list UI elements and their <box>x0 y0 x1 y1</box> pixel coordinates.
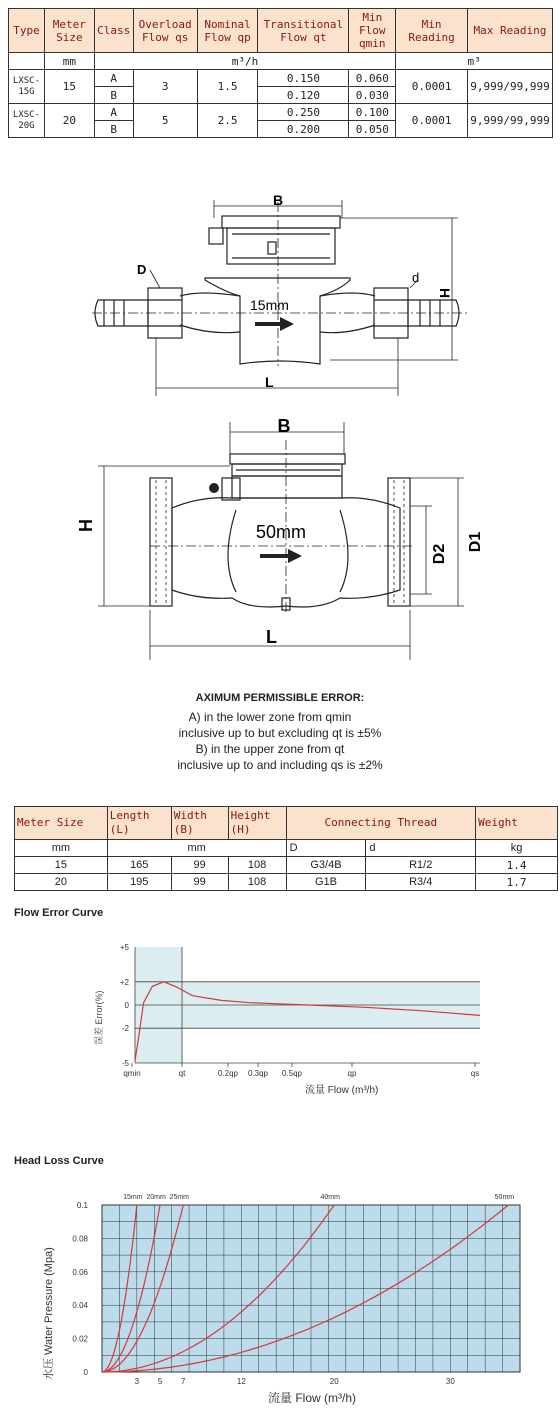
spec-units-row <box>9 53 553 70</box>
row-overload: 5 <box>133 104 197 138</box>
head-loss-y-tick-label: 0 <box>83 1368 88 1377</box>
error-line-3: B) in the upper zone from qt <box>195 742 345 756</box>
drawing2-d1-label: D1 <box>467 531 484 553</box>
error-line-4: inclusive up to and including qs is ±2% <box>177 758 383 772</box>
dim-length: 195 <box>107 874 171 891</box>
row-class: A <box>94 70 133 87</box>
dim-weight: 1.4 <box>476 857 558 874</box>
error-x-tick-label: qs <box>470 1069 480 1078</box>
row-transitional: 0.120 <box>258 87 349 104</box>
flow-error-title: Flow Error Curve <box>14 907 104 919</box>
head-loss-x-axis-label: 流量 Flow (m³/h) <box>268 1391 356 1405</box>
error-y-tick-label: -2 <box>121 1024 129 1034</box>
head-loss-x-tick-label: 20 <box>329 1377 339 1386</box>
meter-drawing-15mm <box>0 160 560 405</box>
row-transitional: 0.150 <box>258 70 349 87</box>
drawing1-size-label: 15mm <box>250 297 289 313</box>
row-min-flow: 0.060 <box>349 70 396 87</box>
head-loss-x-tick-label: 3 <box>134 1377 140 1386</box>
error-y-axis-label: 误差 Error(%) <box>94 990 104 1045</box>
spec-header-row <box>9 9 553 53</box>
dimensions-table <box>14 806 558 891</box>
dim-header-row <box>15 807 558 840</box>
dim-height: 108 <box>228 857 286 874</box>
head-loss-series-label: 20mm <box>146 1194 166 1201</box>
head-loss-x-ticks <box>135 1377 456 1386</box>
head-loss-title: Head Loss Curve <box>14 1155 104 1167</box>
head-loss-x-tick-label: 30 <box>445 1377 455 1386</box>
units-reading: m³ <box>396 53 553 70</box>
head-loss-y-tick-label: 0.1 <box>76 1201 88 1210</box>
row-type: LXSC-20G <box>9 104 45 138</box>
dim-unit-lbh: mm <box>107 840 286 857</box>
drawing1-width-label: B <box>272 192 284 208</box>
hdr-min-reading: Min Reading <box>396 9 468 53</box>
flow-error-chart <box>80 935 500 1100</box>
hdr-max-reading: Max Reading <box>467 9 552 53</box>
error-line-1: A) in the lower zone from qmin <box>188 710 352 724</box>
dim-hdr-thread: Connecting Thread <box>286 807 476 840</box>
head-loss-series-label: 25mm <box>169 1194 190 1201</box>
error-line-2: inclusive up to but excluding qt is ±5% <box>178 726 382 740</box>
row-size: 20 <box>44 104 94 138</box>
dim-hdr-width: Width (B) <box>171 807 228 840</box>
hdr-min-flow: Min Flow qmin <box>349 9 396 53</box>
drawing1-height-label: H <box>437 288 453 299</box>
hdr-meter-size: Meter Size <box>44 9 94 53</box>
dim-unit-d-big: D <box>286 840 366 857</box>
error-x-ticks <box>123 1063 479 1078</box>
dim-width: 99 <box>171 857 228 874</box>
row-class: B <box>94 121 133 138</box>
table-row <box>9 104 553 121</box>
drawing2-height-label: H <box>76 519 96 532</box>
hdr-transitional: Transitional Flow qt <box>258 9 349 53</box>
row-transitional: 0.250 <box>258 104 349 121</box>
hdr-class: Class <box>94 9 133 53</box>
dim-hdr-length: Length (L) <box>107 807 171 840</box>
row-size: 15 <box>44 70 94 104</box>
row-min-flow: 0.050 <box>349 121 396 138</box>
error-x-tick-label: qt <box>178 1069 186 1078</box>
error-x-tick-label: qp <box>347 1069 357 1078</box>
dim-size: 20 <box>15 874 108 891</box>
error-x-tick-label: 0.2qp <box>217 1069 239 1078</box>
dim-hdr-size: Meter Size <box>15 807 108 840</box>
row-nominal: 1.5 <box>197 70 258 104</box>
head-loss-series-label: 50mm <box>494 1194 515 1201</box>
dim-unit-size: mm <box>15 840 108 857</box>
row-min-flow: 0.030 <box>349 87 396 104</box>
head-loss-y-axis-label: 水压 Water Pressure (Mpa) <box>43 1247 55 1380</box>
row-class: A <box>94 104 133 121</box>
dim-size: 15 <box>15 857 108 874</box>
units-blank <box>9 53 45 70</box>
head-loss-series-label: 40mm <box>320 1194 340 1201</box>
error-y-ticks <box>120 943 130 1068</box>
error-x-tick-label: 0.3qp <box>247 1069 269 1078</box>
error-y-tick-label: +5 <box>119 943 129 952</box>
drawing2-d2-label: D2 <box>431 543 448 565</box>
error-title: AXIMUM PERMISSIBLE ERROR: <box>195 692 365 704</box>
dim-width: 99 <box>171 874 228 891</box>
row-class: B <box>94 87 133 104</box>
row-min-reading: 0.0001 <box>396 70 468 104</box>
head-loss-x-tick-label: 7 <box>181 1377 186 1386</box>
head-loss-y-tick-label: 0.02 <box>72 1334 88 1344</box>
row-type: LXSC-15G <box>9 70 45 104</box>
table-row <box>15 857 558 874</box>
dim-weight: 1.7 <box>476 874 558 891</box>
head-loss-y-ticks <box>72 1201 88 1377</box>
head-loss-chart <box>30 1185 535 1410</box>
row-min-reading: 0.0001 <box>396 104 468 138</box>
row-overload: 3 <box>133 70 197 104</box>
dim-length: 165 <box>107 857 171 874</box>
units-flow: m³/h <box>94 53 395 70</box>
table-row <box>15 874 558 891</box>
row-max-reading: 9,999/99,999 <box>467 70 552 104</box>
drawing1-thread-d-label: D <box>137 262 147 277</box>
hdr-type: Type <box>9 9 45 53</box>
dim-unit-d-small: d <box>366 840 476 857</box>
dim-hdr-height: Height (H) <box>228 807 286 840</box>
units-size: mm <box>44 53 94 70</box>
drawing1-thread-small-d-label: d <box>412 270 420 285</box>
drawing2-length-label: L <box>266 627 277 647</box>
error-x-tick-label: 0.5qp <box>281 1069 303 1078</box>
row-transitional: 0.200 <box>258 121 349 138</box>
row-min-flow: 0.100 <box>349 104 396 121</box>
error-x-axis-label: 流量 Flow (m³/h) <box>305 1085 379 1096</box>
meter-drawing-50mm <box>0 410 560 660</box>
head-loss-x-tick-label: 12 <box>236 1377 246 1386</box>
spec-table <box>8 8 553 138</box>
error-x-tick-label: qmin <box>123 1069 141 1078</box>
dim-thread-small-d: R3/4 <box>366 874 476 891</box>
dim-height: 108 <box>228 874 286 891</box>
dim-hdr-weight: Weight <box>476 807 558 840</box>
drawing2-size-label: 50mm <box>256 522 307 542</box>
head-loss-y-tick-label: 0.08 <box>72 1234 88 1244</box>
dim-units-row <box>15 840 558 857</box>
error-y-tick-label: +2 <box>119 977 129 987</box>
head-loss-y-tick-label: 0.06 <box>72 1267 88 1277</box>
drawing1-length-label: L <box>265 374 274 390</box>
hdr-overload: Overload Flow qs <box>133 9 197 53</box>
dim-thread-d: G3/4B <box>286 857 366 874</box>
dim-thread-small-d: R1/2 <box>366 857 476 874</box>
table-row <box>9 70 553 87</box>
head-loss-series-label: 15mm <box>123 1194 143 1201</box>
dim-unit-weight: kg <box>476 840 558 857</box>
row-nominal: 2.5 <box>197 104 258 138</box>
head-loss-x-tick-label: 5 <box>157 1377 163 1386</box>
error-y-tick-label: -5 <box>121 1059 129 1068</box>
dim-thread-d: G1B <box>286 874 366 891</box>
error-y-tick-label: 0 <box>124 1001 129 1010</box>
drawing2-width-label: B <box>277 416 291 436</box>
head-loss-y-tick-label: 0.04 <box>72 1301 88 1311</box>
row-max-reading: 9,999/99,999 <box>467 104 552 138</box>
hdr-nominal: Nominal Flow qp <box>197 9 258 53</box>
